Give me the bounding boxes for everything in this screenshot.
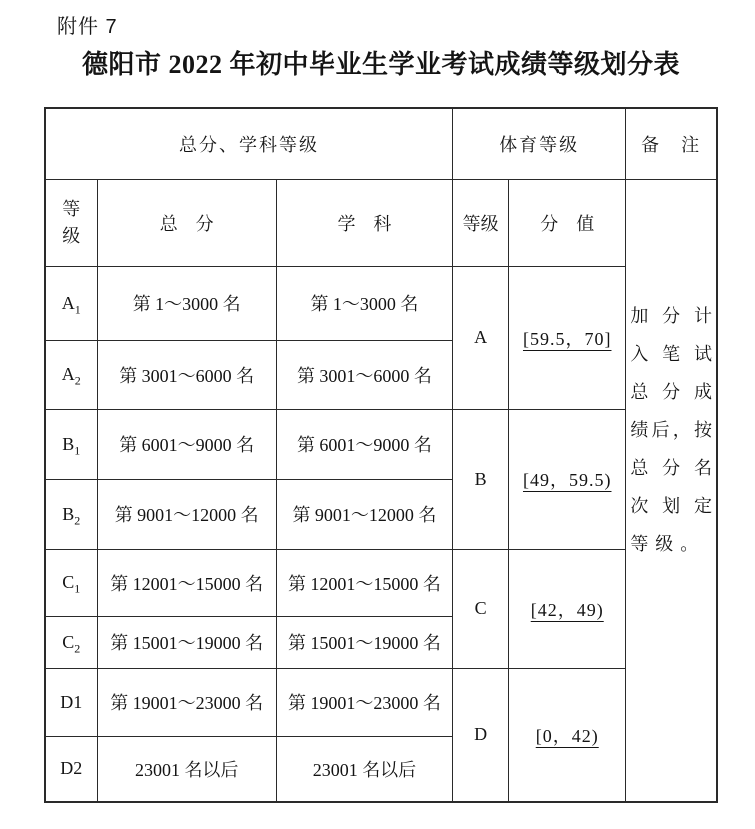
remark-line: 总分名 [630, 458, 712, 479]
table-row [45, 409, 717, 479]
subject-rank-cell: 第 12001～15000 名 [276, 549, 452, 616]
pe-value-interval: [59.5，70] [522, 328, 612, 349]
remark-line: 总分成 [630, 382, 712, 403]
remark-cell [626, 179, 717, 802]
total-rank-cell: 第 15001～19000 名 [97, 616, 276, 668]
pe-grade-cell: A [453, 266, 509, 409]
pe-grade-cell: D [453, 668, 509, 802]
pe-grade-cell: C [453, 549, 509, 668]
subject-rank-cell: 第 15001～19000 名 [276, 616, 452, 668]
pe-value-interval: [0，42) [535, 725, 599, 746]
grade-sub: 2 [74, 513, 81, 528]
grade-base: C [62, 572, 75, 592]
grade-cell [45, 549, 97, 616]
pe-value-interval: [49，59.5) [522, 470, 612, 490]
grade-base: B [62, 503, 75, 524]
subject-rank-cell: 23001 名以后 [276, 736, 452, 802]
pe-value-cell [509, 409, 626, 549]
remark-line: 等级。 [630, 534, 706, 555]
grade-col-label: 等级 [62, 198, 81, 246]
subject-rank-cell: 第 19001～23000 名 [276, 668, 452, 736]
grade-cell [45, 479, 97, 549]
grade-cell [45, 340, 97, 409]
remark-line: 加分计 [630, 306, 712, 327]
grade-base: A [61, 364, 75, 384]
header-pe-value-col: 分 值 [509, 179, 626, 266]
grade-sub: 2 [74, 641, 81, 656]
total-rank-cell: 第 12001～15000 名 [97, 549, 276, 616]
subject-rank-cell: 第 9001～12000 名 [276, 479, 452, 549]
total-rank-cell: 第 19001～23000 名 [97, 668, 276, 736]
remark-text [630, 297, 712, 563]
total-rank-cell: 第 6001～9000 名 [97, 409, 276, 479]
remark-line: 入笔试 [630, 344, 712, 365]
remark-line: 绩后，按 [630, 420, 712, 441]
pe-value-cell [509, 549, 626, 668]
grade-cell [45, 616, 97, 668]
grade-sub: 1 [74, 443, 81, 458]
grade-cell [45, 668, 97, 736]
header-group-row [45, 108, 717, 179]
grade-sub: 1 [74, 581, 81, 596]
grade-base: B [62, 433, 75, 454]
pe-grade-cell: B [453, 409, 509, 549]
grade-sub: 2 [74, 373, 81, 388]
header-pe-group: 体育等级 [453, 108, 626, 179]
header-subject-col: 学 科 [276, 179, 452, 266]
table-row [45, 668, 717, 736]
header-remark: 备 注 [626, 108, 717, 179]
subject-rank-cell: 第 6001～9000 名 [276, 409, 452, 479]
grade-base: D2 [60, 758, 83, 779]
total-rank-cell: 第 1～3000 名 [97, 266, 276, 340]
header-columns-row [45, 179, 717, 266]
grade-base: D1 [60, 691, 83, 712]
grade-cell [45, 736, 97, 802]
header-score-subject-group: 总分、学科等级 [45, 108, 453, 179]
pe-value-cell [509, 668, 626, 802]
grade-cell [45, 409, 97, 479]
grade-sub: 1 [74, 302, 81, 317]
total-rank-cell: 第 9001～12000 名 [97, 479, 276, 549]
header-pe-grade-col: 等级 [453, 179, 509, 266]
table-row [45, 266, 717, 340]
pe-value-interval: [42，49) [530, 599, 604, 620]
header-grade-col [45, 179, 97, 266]
page-title: 德阳市 2022 年初中毕业生学业考试成绩等级划分表 [81, 50, 680, 79]
total-rank-cell: 第 3001～6000 名 [97, 340, 276, 409]
table-row [45, 549, 717, 616]
pe-value-cell [509, 266, 626, 409]
grade-division-table [44, 107, 718, 803]
total-rank-cell: 23001 名以后 [97, 736, 276, 802]
subject-rank-cell: 第 1～3000 名 [276, 266, 452, 340]
header-total-col: 总 分 [97, 179, 276, 266]
remark-line: 次划定 [630, 496, 712, 517]
subject-rank-cell: 第 3001～6000 名 [276, 340, 452, 409]
attachment-label: 附件 7 [57, 16, 118, 38]
grade-cell [45, 266, 97, 340]
grade-base: C [62, 631, 75, 652]
grade-base: A [61, 292, 75, 313]
